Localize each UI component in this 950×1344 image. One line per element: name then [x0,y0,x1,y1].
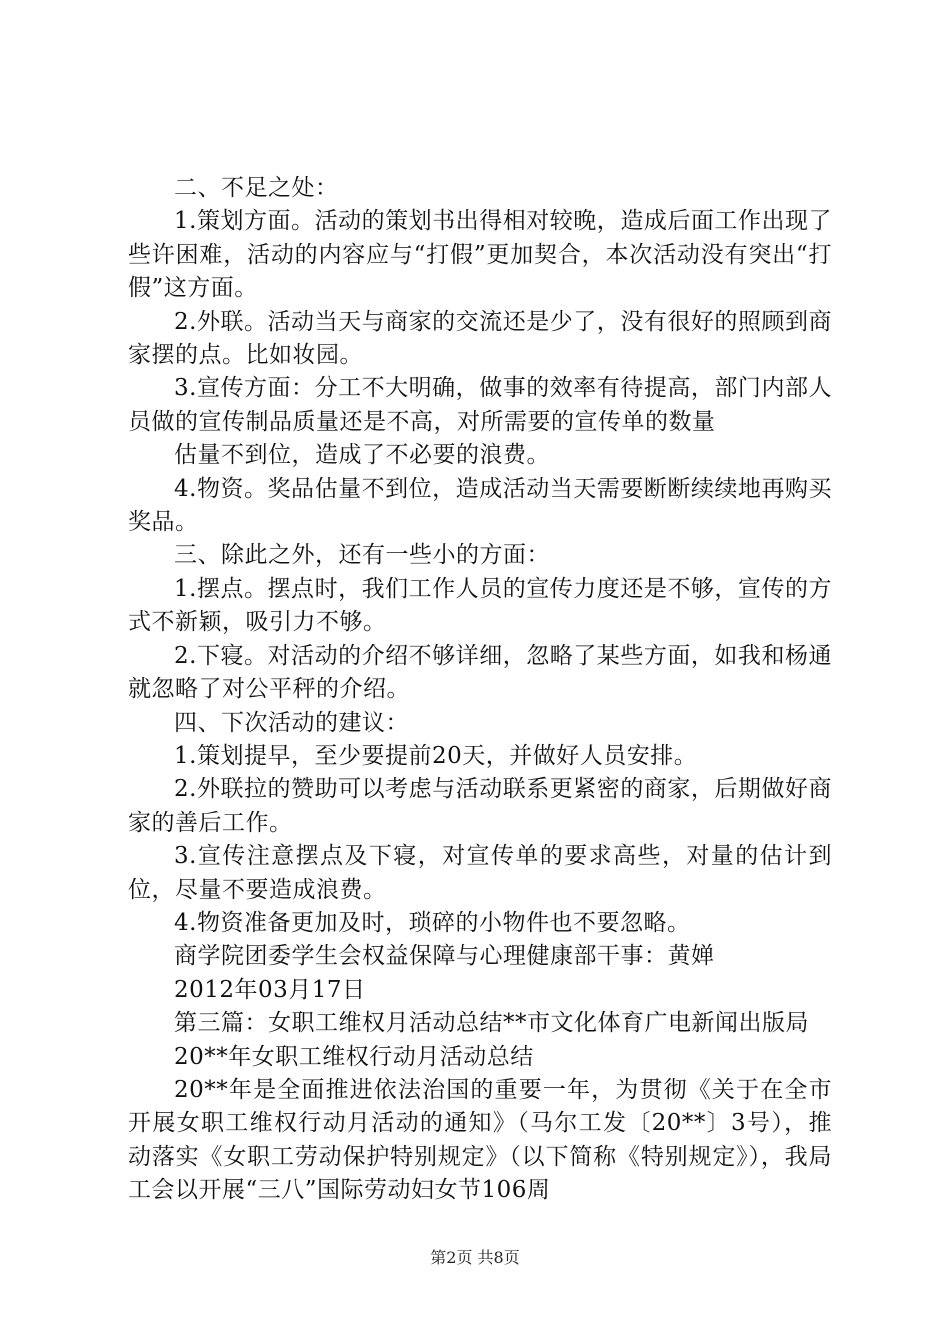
report-intro-paragraph: 20**年是全面推进依法治国的重要一年，为贯彻《关于在全市开展女职工维权行动月活动的通知》（马尔工发〔20**〕3号），推动落实《女职工劳动保护特别规定》（以下简称《特别规定》），我局工会以开展“三八”国际劳动妇女节106周 [128,1076,832,1204]
paragraph-supplies: 4.物资。奖品估量不到位，造成活动当天需要断断续续地再购买奖品。 [128,475,832,536]
section-heading-shortcomings: 二、不足之处： [174,175,339,201]
signature-author: 商学院团委学生会权益保障与心理健康部干事：黄婵 [174,943,715,970]
document-body [128,172,832,1208]
chapter-three-title: 第三篇：女职工维权月活动总结**市文化体育广电新闻出版局 [174,1010,809,1037]
suggestion-outreach: 2.外联拉的赞助可以考虑与活动联系更紧密的商家，后期做好商家的善后工作。 [128,776,832,836]
paragraph-booth: 1.摆点。摆点时，我们工作人员的宣传力度还是不够，宣传的方式不新颖，吸引力不够。 [128,575,832,636]
paragraph-outreach: 2.外联。活动当天与商家的交流还是少了，没有很好的照顾到商家摆的点。比如妆园。 [128,308,832,369]
page-number-footer: 第2页 共8页 [430,1248,520,1267]
section-heading-suggestions: 四、下次活动的建议： [174,709,409,736]
section-heading-minor-issues: 三、除此之外，还有一些小的方面： [174,542,550,569]
signature-date: 2012年03月17日 [174,976,366,1003]
paragraph-publicity-continued: 估量不到位，造成了不必要的浪费。 [174,442,550,469]
suggestion-planning: 1.策划提早，至少要提前20天，并做好人员安排。 [174,742,698,769]
paragraph-dorm-visits: 2.下寝。对活动的介绍不够详细，忽略了某些方面，如我和杨通就忽略了对公平秤的介绍。 [128,642,832,703]
paragraph-planning: 1.策划方面。活动的策划书出得相对较晚，造成后面工作出现了些许困难，活动的内容应与“打假”更加契合，本次活动没有突出“打假”这方面。 [128,208,832,302]
suggestion-publicity: 3.宣传注意摆点及下寝，对宣传单的要求高些，对量的估计到位，尽量不要造成浪费。 [128,843,832,903]
paragraph-publicity: 3.宣传方面：分工不大明确，做事的效率有待提高，部门内部人员做的宣传制品质量还是不高，对所需要的宣传单的数量 [128,375,832,435]
report-title: 20**年女职工维权行动月活动总结 [174,1043,534,1070]
suggestion-supplies: 4.物资准备更加及时，琐碎的小物件也不要忽略。 [174,909,691,936]
